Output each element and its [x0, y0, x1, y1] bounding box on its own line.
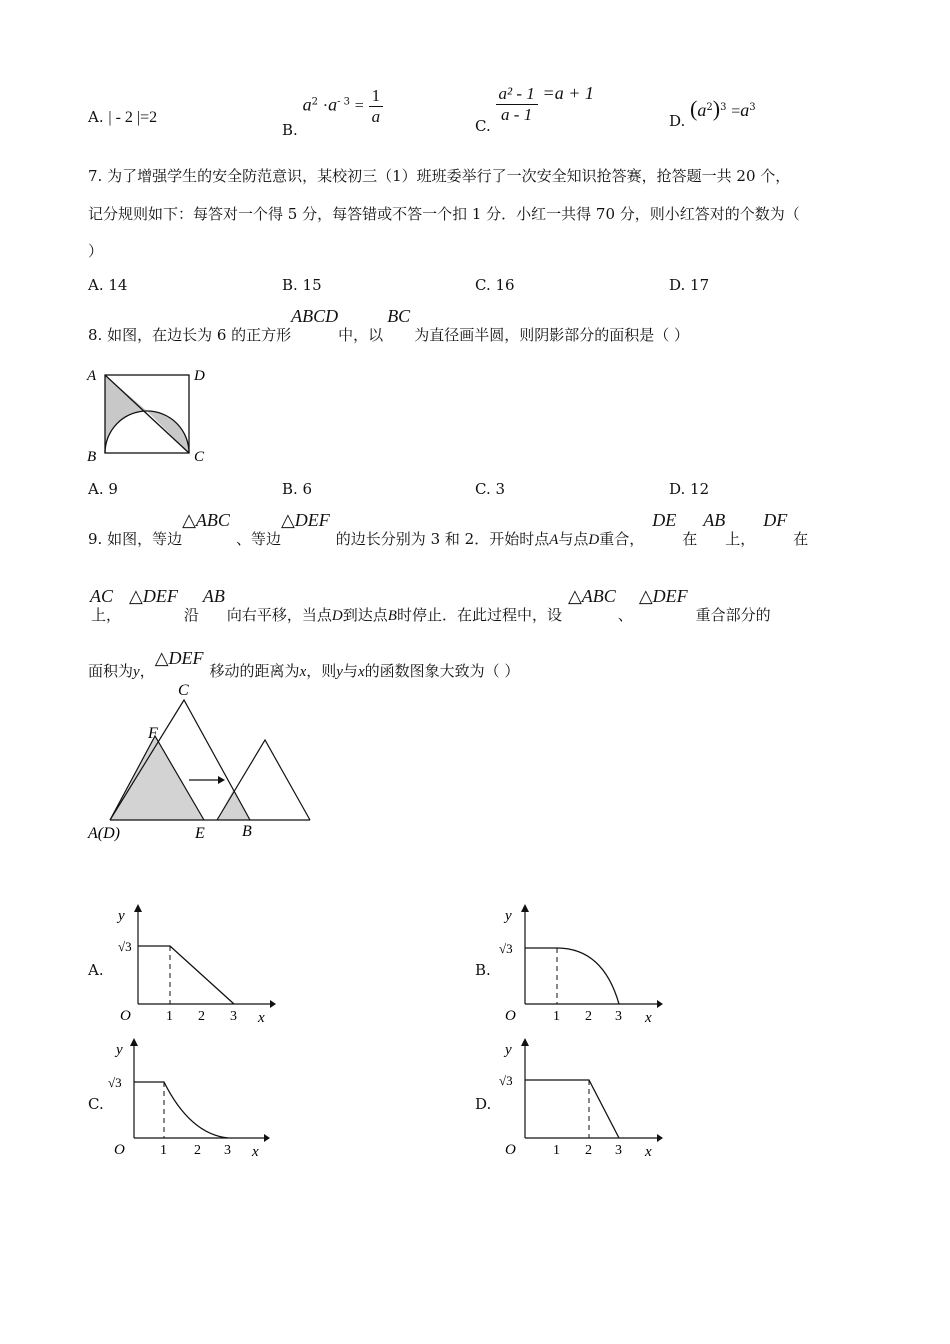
q9-graph-label-b: B. [475, 961, 491, 979]
q6-option-b: B. $a^2 \cdot a^{- 3}$ = $\frac{1}{a}$ [282, 86, 383, 127]
q9-arrow-head [218, 776, 225, 784]
q7-option-b: B. 15 [282, 276, 322, 294]
q8-label-b: B [87, 449, 97, 465]
sqrt3-label: √3 [499, 1073, 513, 1088]
tick-1: 1 [166, 1009, 173, 1024]
q7-line-2: 记分规则如下：每答对一个得 5 分，每答错或不答一个扣 1 分．小红一共得 70 分，则小红答对的个数为（ [88, 205, 800, 223]
q6-option-a: A. | - 2 |=2 [88, 108, 158, 126]
q8-option-d: D. 12 [669, 480, 710, 498]
q6-c-fraction: $\frac{\text{a² - 1}}{a - 1}$ [496, 84, 538, 125]
q9-figure [84, 680, 314, 845]
q9-graph-c [100, 1038, 270, 1160]
tick-2: 2 [585, 1009, 592, 1024]
q8-figure [84, 362, 214, 466]
graph-b-curve [525, 948, 619, 1004]
q9-label-e: E [195, 825, 205, 842]
origin-label: O [114, 1142, 125, 1158]
q9-label-f: F [148, 725, 158, 742]
x-axis-arrow [264, 1134, 270, 1142]
sqrt3-label: √3 [108, 1075, 122, 1090]
q8-label-a: A [87, 368, 97, 384]
q8-label-c: C [194, 449, 205, 465]
tick-2: 2 [585, 1143, 592, 1158]
x-label: x [645, 1144, 652, 1160]
q6-b-fraction: $\frac{1}{a}$ [369, 86, 384, 127]
q9-graph-label-d: D. [475, 1095, 492, 1113]
q9-label-ad: A(D) [88, 825, 120, 842]
x-label: x [645, 1010, 652, 1026]
origin-label: O [505, 1008, 516, 1024]
q8-shaded-left [105, 375, 147, 453]
tick-1: 1 [160, 1143, 167, 1158]
q8-option-a: A. 9 [88, 480, 118, 498]
tick-2: 2 [198, 1009, 205, 1024]
graph-d-curve [525, 1080, 619, 1138]
tick-3: 3 [230, 1009, 237, 1024]
q9-label-b: B [242, 823, 252, 840]
q7-line-3: ） [88, 242, 104, 260]
q9-graph-label-a: A. [88, 961, 104, 979]
q9-shaded-overlap [217, 790, 250, 820]
tick-3: 3 [224, 1143, 231, 1158]
tick-3: 3 [615, 1143, 622, 1158]
origin-label: O [120, 1008, 131, 1024]
q9-line-1: 9. 如图，等边△ABC、等边△DEF的边长分别为 3 和 2．开始时点A与点D重合，DE在AB上，DF在 [88, 510, 809, 548]
y-axis-arrow [130, 1038, 138, 1046]
graph-c-curve [134, 1082, 228, 1138]
q7-option-c: C. 16 [475, 276, 515, 294]
q8-option-c: C. 3 [475, 480, 506, 498]
y-label: y [505, 908, 512, 924]
q9-line-2: AC上，△DEF沿AB向右平移，当点D到达点B时停止．在此过程中，设△ABC、△DEF重合部分的 [90, 586, 771, 624]
x-axis-arrow [270, 1000, 276, 1008]
q9-graph-b [493, 904, 663, 1026]
q8-option-b: B. 6 [282, 480, 313, 498]
y-label: y [505, 1042, 512, 1058]
q9-shaded-def [110, 736, 204, 820]
y-axis-arrow [521, 904, 529, 912]
q9-line-3: 面积为y，△DEF移动的距离为x，则y与x的函数图象大致为（ ） [88, 648, 520, 680]
q8-stem: 8. 如图，在边长为 6 的正方形ABCD中，以BC为直径画半圆，则阴影部分的面积是（ ） [88, 306, 689, 344]
y-label: y [118, 908, 125, 924]
q6-option-d: D. $(a^2)^3 =a^3$ [669, 96, 756, 130]
q6-option-c: C. $\frac{\text{a² - 1}}{a - 1}$ =a + 1 [475, 82, 594, 135]
q7-option-a: A. 14 [88, 276, 128, 294]
q6-option-a-expr: | - 2 |=2 [108, 109, 158, 126]
y-label: y [116, 1042, 123, 1058]
q9-graph-a [106, 904, 276, 1026]
x-label: x [258, 1010, 265, 1026]
q8-label-d: D [194, 368, 205, 384]
q7-line-1: 7. 为了增强学生的安全防范意识，某校初三（1）班班委举行了一次安全知识抢答赛，抢答题一共 20 个， [88, 167, 791, 185]
y-axis-arrow [134, 904, 142, 912]
q7-option-d: D. 17 [669, 276, 710, 294]
sqrt3-label: √3 [118, 939, 132, 954]
x-axis-arrow [657, 1134, 663, 1142]
x-axis-arrow [657, 1000, 663, 1008]
q9-graph-d [493, 1038, 663, 1160]
y-axis-arrow [521, 1038, 529, 1046]
q9-graph-label-c: C. [88, 1095, 104, 1113]
tick-1: 1 [553, 1009, 560, 1024]
tick-1: 1 [553, 1143, 560, 1158]
tick-2: 2 [194, 1143, 201, 1158]
origin-label: O [505, 1142, 516, 1158]
sqrt3-label: √3 [499, 941, 513, 956]
tick-3: 3 [615, 1009, 622, 1024]
graph-a-curve [138, 946, 234, 1004]
q9-label-c: C [178, 682, 189, 699]
x-label: x [252, 1144, 259, 1160]
